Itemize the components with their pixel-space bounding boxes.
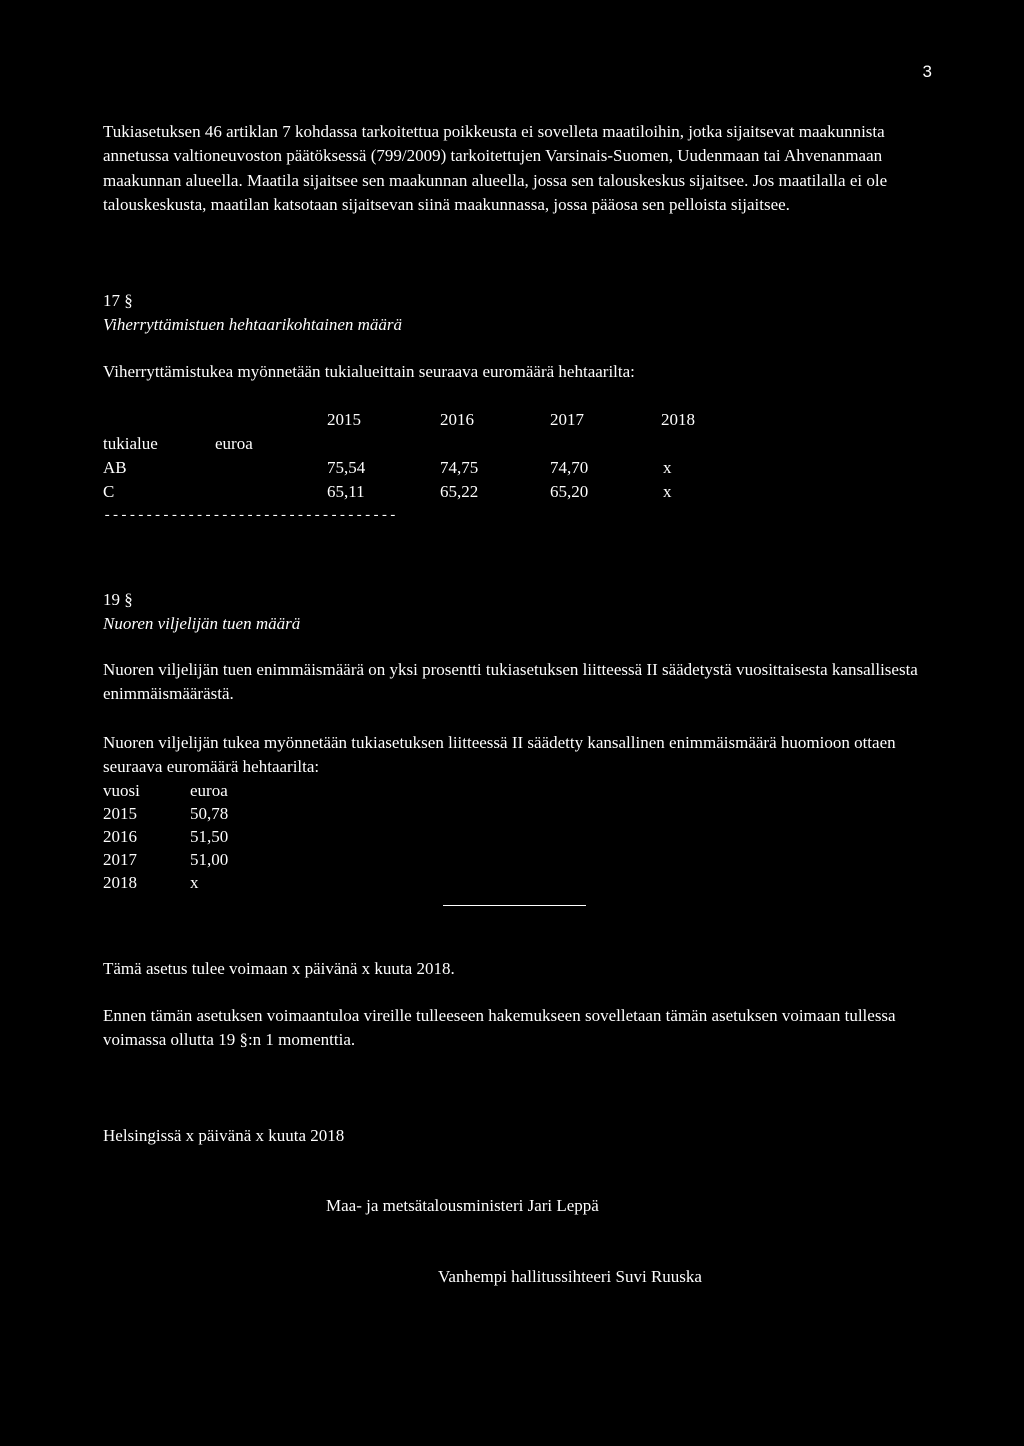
year-header: 2016 [440, 410, 474, 429]
table-cell: x [663, 458, 672, 477]
table-row-area: AB [103, 458, 127, 477]
amount-column-header: euroa [215, 434, 253, 453]
table-cell: 65,11 [327, 482, 365, 501]
table-cell: x [663, 482, 672, 501]
table-row-year: 2017 [103, 850, 137, 869]
table-row-year: 2016 [103, 827, 137, 846]
table-cell: 75,54 [327, 458, 366, 477]
section-17-lead-text: Viherryttämistukea myönnetään tukialueittain seuraava euromäärä hehtaarilta: [103, 362, 635, 381]
minister-name: Maa- ja metsätalousministeri Jari Leppä [326, 1196, 599, 1215]
table-cell: 51,50 [190, 827, 229, 846]
table-cell: 65,22 [440, 482, 479, 501]
section-19-para2-text: Nuoren viljelijän tukea myönnetään tukiasetuksen liitteessä II säädetty kansallinen enimmäismäärä huomioon ottaen seuraava euromäärä hehtaarilta: [103, 733, 896, 776]
section-19-number: 19 § [103, 590, 133, 609]
section-19-paragraph-1 [103, 658, 933, 706]
transitional-text: Ennen tämän asetuksen voimaantuloa vireille tulleeseen hakemukseen sovelletaan tämän asetuksen voimaan tullessa voimassa ollutta 19 §:n 1 momenttia. [103, 1006, 896, 1049]
year-header: 2018 [661, 410, 695, 429]
page-number: 3 [922, 62, 932, 81]
year-column-header: vuosi [103, 781, 140, 800]
intro-paragraph [103, 120, 933, 217]
table-row-year: 2018 [103, 873, 137, 892]
section-17-number: 17 § [103, 291, 133, 310]
official-name: Vanhempi hallitussihteeri Suvi Ruuska [438, 1267, 702, 1286]
place-and-date [103, 1124, 933, 1148]
amount-column-header: euroa [190, 781, 228, 800]
section-19-para1-text: Nuoren viljelijän tuen enimmäismäärä on yksi prosentti tukiasetuksen liitteessä II säädetystä vuosittaisesta kansallisesta enimmäismäärästä. [103, 660, 918, 703]
table-cell: 65,20 [550, 482, 589, 501]
minister-signature [326, 1194, 926, 1218]
area-column-header: tukialue [103, 434, 158, 453]
omission-dashes: ----------------------------------- [103, 508, 398, 524]
official-signature [438, 1265, 938, 1289]
entry-into-force [103, 957, 933, 981]
table-row-area: C [103, 482, 115, 501]
year-header: 2017 [550, 410, 584, 429]
table-cell: 51,00 [190, 850, 229, 869]
section-19-title: Nuoren viljelijän tuen määrä [103, 614, 301, 633]
section-19-heading [103, 588, 933, 636]
table-cell: x [190, 873, 199, 892]
table-cell: 74,75 [440, 458, 479, 477]
separator-rule [443, 905, 586, 906]
section-19-paragraph-2 [103, 731, 933, 779]
table-cell: 74,70 [550, 458, 589, 477]
place-date-text: Helsingissä x päivänä x kuuta 2018 [103, 1126, 345, 1145]
year-header: 2015 [327, 410, 361, 429]
table-row-year: 2015 [103, 804, 137, 823]
transitional-provision [103, 1004, 933, 1052]
section-17-lead [103, 360, 933, 384]
table-cell: 50,78 [190, 804, 229, 823]
section-17-heading [103, 289, 933, 337]
intro-text: Tukiasetuksen 46 artiklan 7 kohdassa tarkoitettua poikkeusta ei sovelleta maatiloihin, jotka sijaitsevat maakunnista annetussa valtioneuvoston päätöksessä (799/2009) tarkoitettujen Varsinais-Suomen, Uudenmaan tai Ahvenanmaan maakunnan alueella. Maatila sijaitsee sen maakunnan alueella, jossa sen talouskeskus sijaitsee. Jos maatilalla ei ole talouskeskusta, maatilan katsotaan sijaitsevan siinä maakunnassa, jossa pääosa sen pelloista sijaitsee. [103, 122, 888, 214]
section-17-title: Viherryttämistuen hehtaarikohtainen määrä [103, 315, 403, 334]
entry-into-force-text: Tämä asetus tulee voimaan x päivänä x kuuta 2018. [103, 959, 455, 978]
